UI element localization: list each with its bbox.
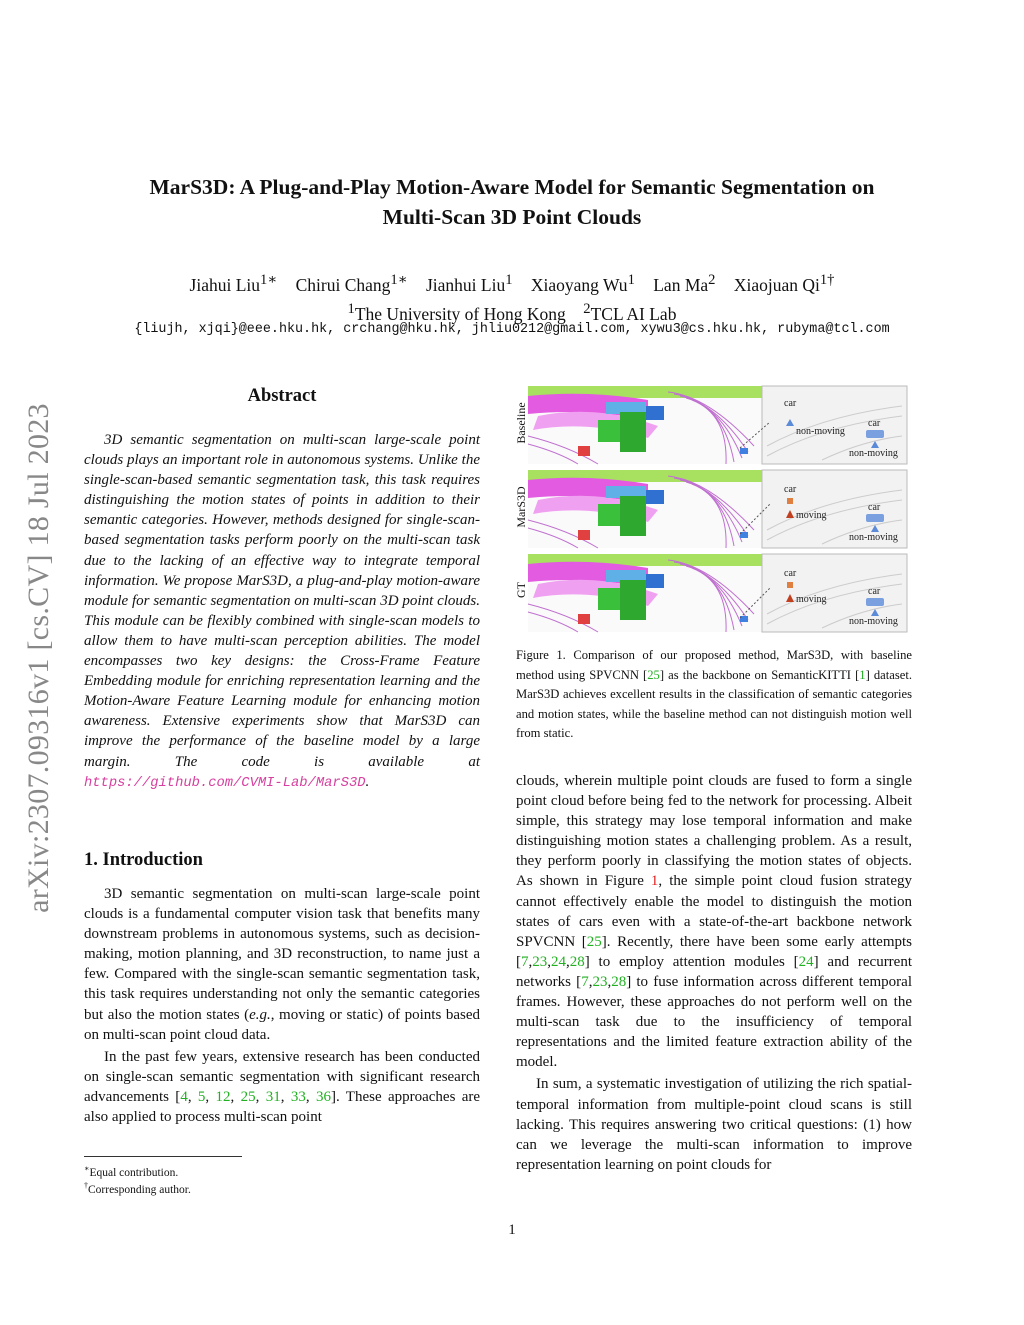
label-moving: moving — [796, 510, 827, 521]
footnote-separator — [84, 1156, 242, 1157]
author-block — [60, 268, 964, 326]
label-car: car — [868, 418, 881, 429]
citation-link[interactable]: 24 — [551, 953, 566, 970]
author: Jianhui Liu$^1$ — [425, 272, 513, 295]
citation-link[interactable]: 1 — [859, 667, 866, 682]
scene-baseline — [528, 386, 764, 464]
citation-link[interactable]: 4 — [180, 1088, 188, 1105]
label-car: car — [784, 398, 797, 409]
citation-link[interactable]: 28 — [611, 973, 627, 990]
label-moving: moving — [796, 594, 827, 605]
affiliations: $^1$The University of Hong Kong $^2$TCL AI Lab — [347, 300, 677, 324]
label-car: car — [784, 568, 797, 579]
right-column-body — [516, 771, 912, 1175]
citation-link[interactable]: 7 — [521, 953, 529, 970]
citation-link[interactable]: 25 — [586, 933, 602, 950]
scene-mars3d — [528, 470, 764, 548]
figure-1 — [516, 384, 912, 632]
label-non-moving: non-moving — [849, 532, 898, 543]
abstract-text: 3D semantic segmentation on multi-scan large-scale point clouds plays an important role in autonomous systems. Unlike the single-scan-based semantic segmentation task, this task requires distinguishing the motion states of points in addition to their semantic categories. However, methods designed for single-scan-based segmentation tasks perform poorly on the multi-scan task due to the lacking of an effective way to integrate temporal information. We propose MarS3D, a plug-and-play motion-aware module for semantic segmentation on multi-scan 3D point clouds. This module can be flexibly combined with single-scan models to allow them to have multi-scan perception abilities. The model encompasses two key designs: the Cross-Frame Feature Embedding module for enriching representation learning and the Motion-Aware Feature Learning module for enhancing motion awareness. Extensive experiments show that MarS3D can improve the performance of the baseline model by a large margin. The code is available at https://github.com/CVMI-Lab/MarS3D. — [84, 432, 480, 791]
section-heading-introduction: 1. Introduction — [84, 850, 203, 870]
citation-link[interactable]: 23 — [532, 953, 548, 970]
figure-1-caption: Figure 1. Comparison of our proposed method, MarS3D, with baseline method using SPVCNN [25] as the backbone on SemanticKITTI [1] dataset. MarS3D achieves excellent results in the classification of semantic categories and motion states, while the baseline method can not distinguish motion well from static. — [516, 648, 912, 741]
citation-link[interactable]: 24 — [798, 953, 814, 970]
label-car: car — [868, 502, 881, 513]
author: Xiaojuan $Qi^{1\dagger}$ — [733, 272, 835, 295]
arxiv-identifier — [17, 378, 61, 938]
citation-link[interactable]: 25 — [647, 667, 660, 682]
citation-link[interactable]: 36 — [315, 1088, 331, 1105]
citation-link[interactable]: 33 — [290, 1088, 306, 1105]
title-line-1: MarS3D: A Plug-and-Play Motion-Aware Model for Semantic Segmentation on — [149, 175, 875, 199]
author-list — [60, 268, 964, 297]
intro-paragraph: 3D semantic segmentation on multi-scan large-scale point clouds is a fundamental computer vision task that benefits many downstream problems in autonomous systems, such as decision-making, motion planning, and 3D reconstruction, to name just a few. Compared with the single-scan semantic segmentation task, this task requires understanding not only the semantic categories but also the motion states (e.g., moving or static) of points based on multi-scan point cloud data. — [84, 886, 480, 1043]
car-marker — [866, 514, 884, 522]
introduction-body — [84, 884, 480, 1127]
citation-link[interactable]: 25 — [240, 1088, 256, 1105]
intro-paragraph: In the past few years, extensive research has been conducted on single-scan semantic segmentation with significant research advancements [4, 5, 12, 25, 31, 33, 36]. These approaches are also applied to process multi-scan point — [84, 1048, 481, 1126]
body-paragraph: In sum, a systematic investigation of utilizing the rich spatial-temporal information from multiple-point cloud scans is still lacking. This requires answering two critical questions: (1) how can we leverage the multi-scan information to improve representation learning on point clouds for — [516, 1076, 912, 1173]
car-marker — [866, 430, 884, 438]
author: Chirui Chang$^{1∗}$ — [295, 272, 408, 295]
row-label-gt: GT — [514, 582, 528, 598]
citation-link[interactable]: 28 — [569, 953, 585, 970]
label-non-moving: non-moving — [796, 426, 845, 437]
author-emails: {liujh, xjqi}@eee.hku.hk, crchang@hku.hk, jhliu0212@gmail.com, xywu3@cs.hku.hk, rubyma@tcl.com — [134, 322, 890, 337]
body-paragraph: clouds, wherein multiple point clouds are fused to form a single point cloud before being fed to the network for processing. Albeit simple, this strategy may lose temporal information and make distinguishing motion states a challenging problem. As a result, they perform poorly in classifying the motion states of objects. As shown in Figure 1, the simple point cloud fusion strategy cannot effectively enable the model to distinguish the motion states of cars even with a state-of-the-art backbone network SPVCNN [25]. Recently, there have been some early attempts [7,23,24,28] to employ attention modules [24] and recurrent networks [7,23,28] to fuse information across different temporal frames. However, these approaches do not perform well on the multi-scan task due to the insufficiency of temporal representations and the limited feature extraction ability of the model. — [516, 773, 913, 1071]
code-url-link[interactable]: https://github.com/CVMI-Lab/MarS3D — [84, 775, 366, 791]
citation-link[interactable]: 7 — [581, 973, 589, 990]
figure-ref-link[interactable]: 1 — [650, 873, 659, 890]
author: Jiahui Liu$^{1∗}$ — [189, 272, 278, 295]
car-marker — [787, 582, 793, 588]
title-line-2: Multi-Scan 3D Point Clouds — [382, 205, 642, 229]
paper-title — [60, 172, 964, 232]
page-number: 1 — [508, 1222, 516, 1238]
row-label-mars3d: MarS3D — [514, 486, 528, 528]
figure-1-graphic — [516, 384, 912, 632]
row-label-baseline: Baseline — [514, 402, 528, 444]
citation-link[interactable]: 12 — [215, 1088, 231, 1105]
label-car: car — [784, 484, 797, 495]
car-marker — [866, 598, 884, 606]
car-marker — [787, 498, 793, 504]
scene-gt — [528, 554, 764, 632]
label-non-moving: non-moving — [849, 448, 898, 459]
author: Lan Ma$^2$ — [653, 272, 716, 295]
affiliation-2: TCL AI Lab — [590, 303, 677, 324]
abstract-heading: Abstract — [247, 386, 317, 406]
label-car: car — [868, 586, 881, 597]
author: Xiaoyang Wu$^1$ — [530, 272, 635, 295]
label-non-moving: non-moving — [849, 616, 898, 627]
citation-link[interactable]: 31 — [265, 1088, 281, 1105]
affiliation-1: The University of Hong Kong — [354, 303, 566, 324]
footnote-equal-contribution: ∗Equal contribution. — [84, 1164, 179, 1179]
arxiv-text: arXiv:2307.09316v1 [cs.CV] 18 Jul 2023 — [22, 403, 55, 913]
footnote-corresponding-author: †Corresponding author. — [84, 1181, 191, 1196]
citation-link[interactable]: 5 — [197, 1088, 206, 1105]
citation-link[interactable]: 23 — [592, 973, 608, 990]
